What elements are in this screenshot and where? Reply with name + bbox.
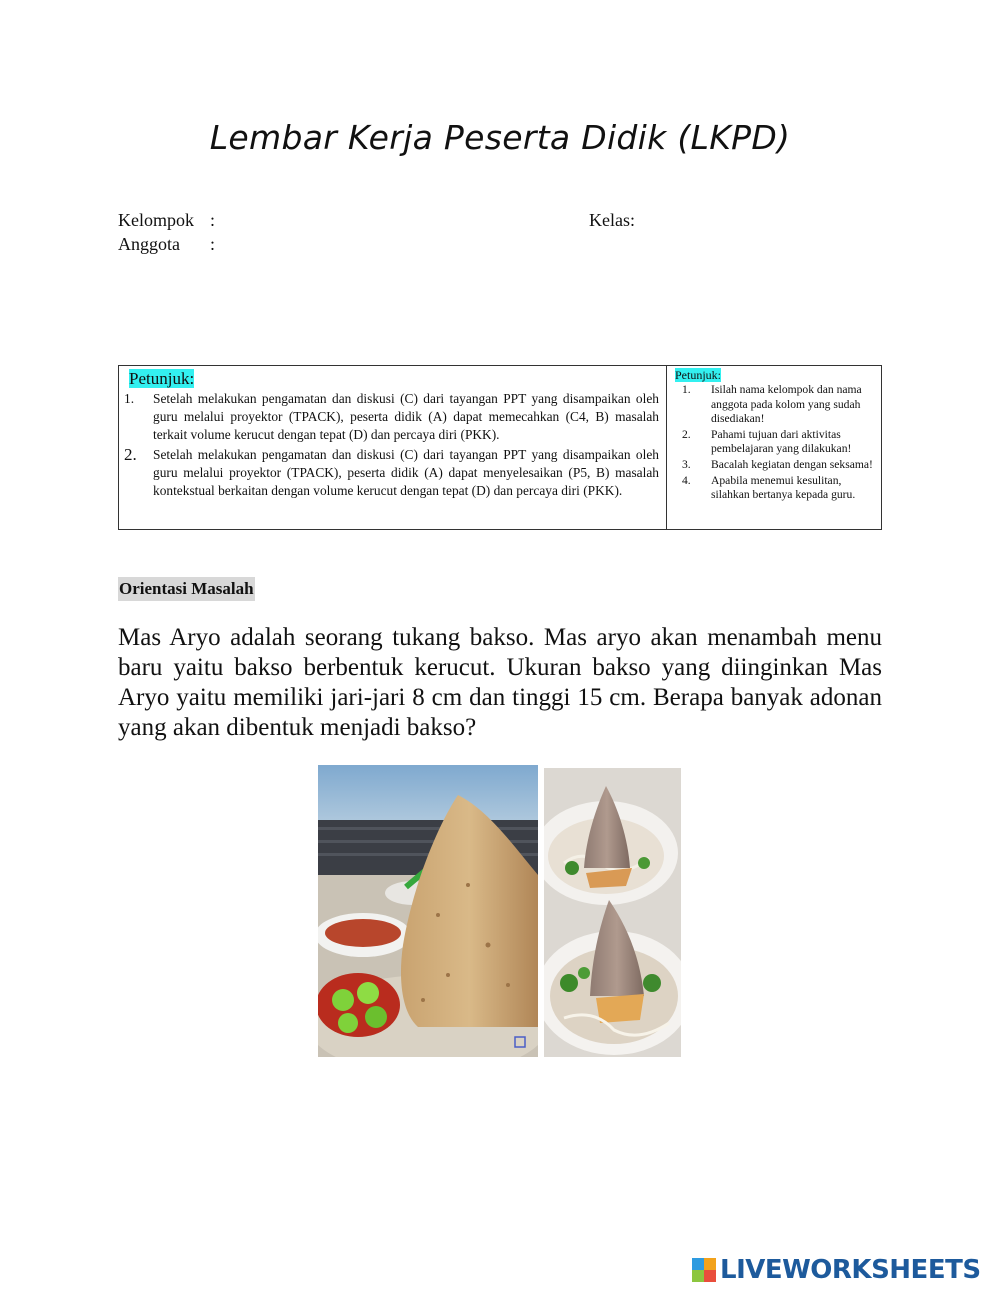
photo-cone-meatball [318, 765, 538, 1057]
objectives-heading: Petunjuk: [129, 369, 195, 388]
list-item: 1. Isilah nama kelompok dan nama anggota pada kolom yang sudah disediakan! [682, 383, 862, 426]
list-item: 4. Apabila menemui kesulitan, silahkan bertanya kepada guru. [682, 473, 856, 502]
list-item: 3. Bacalah kegiatan dengan seksama! [682, 457, 873, 471]
group-info [118, 208, 215, 256]
page-title: Lembar Kerja Peserta Didik (LKPD) [209, 118, 791, 157]
kelompok-row [118, 208, 215, 232]
list-item: 2. Pahami tujuan dari aktivitas pembelajaran yang dilakukan! [682, 427, 852, 456]
liveworksheets-logo [692, 1255, 981, 1285]
photo-bakso-bowls [544, 768, 681, 1057]
kelompok-label: Kelompok [118, 210, 194, 230]
objectives-list [119, 390, 659, 502]
instructions-list [667, 383, 881, 504]
kelas-label: Kelas: [589, 210, 635, 230]
section-title: Orientasi Masalah [118, 577, 255, 601]
list-item: 1. Setelah melakukan pengamatan dan diskusi (C) dari tayangan PPT yang disampaikan oleh guru melalui proyektor (TPACK), peserta didik (A) dapat memecahkan (C4, B) masalah terkait volume kerucut dengan tepat (D) dan percaya diri (PKK). [124, 391, 659, 442]
list-item: 2. Setelah melakukan pengamatan dan diskusi (C) dari tayangan PPT yang disampaikan oleh guru melalui proyektor (TPACK), peserta didik (A) dapat menyelesaikan (P5, B) masalah kontekstual berkaitan dengan volume kerucut dengan tepat (D) dan percaya diri (PKK). [124, 445, 659, 498]
anggota-colon: : [210, 234, 216, 254]
anggota-row [118, 232, 215, 256]
photo-bakso-bowls-drawing [544, 768, 681, 1057]
instructions-box [118, 365, 882, 530]
instructions-heading: Petunjuk: [675, 368, 722, 382]
kelompok-colon: : [210, 210, 216, 230]
problem-text: Mas Aryo adalah seorang tukang bakso. Mas aryo akan menambah menu baru yaitu bakso berbentuk kerucut. Ukuran bakso yang diinginkan Mas Aryo yaitu memiliki jari-jari 8 cm dan tinggi 15 cm. Berapa banyak adonan yang akan dibentuk menjadi bakso? [118, 624, 882, 741]
photo-cone-meatball-drawing [318, 765, 538, 1057]
anggota-label: Anggota [118, 234, 180, 254]
brand-name: LIVEWORKSHEETS [720, 1255, 981, 1285]
liveworksheets-icon [692, 1258, 716, 1282]
